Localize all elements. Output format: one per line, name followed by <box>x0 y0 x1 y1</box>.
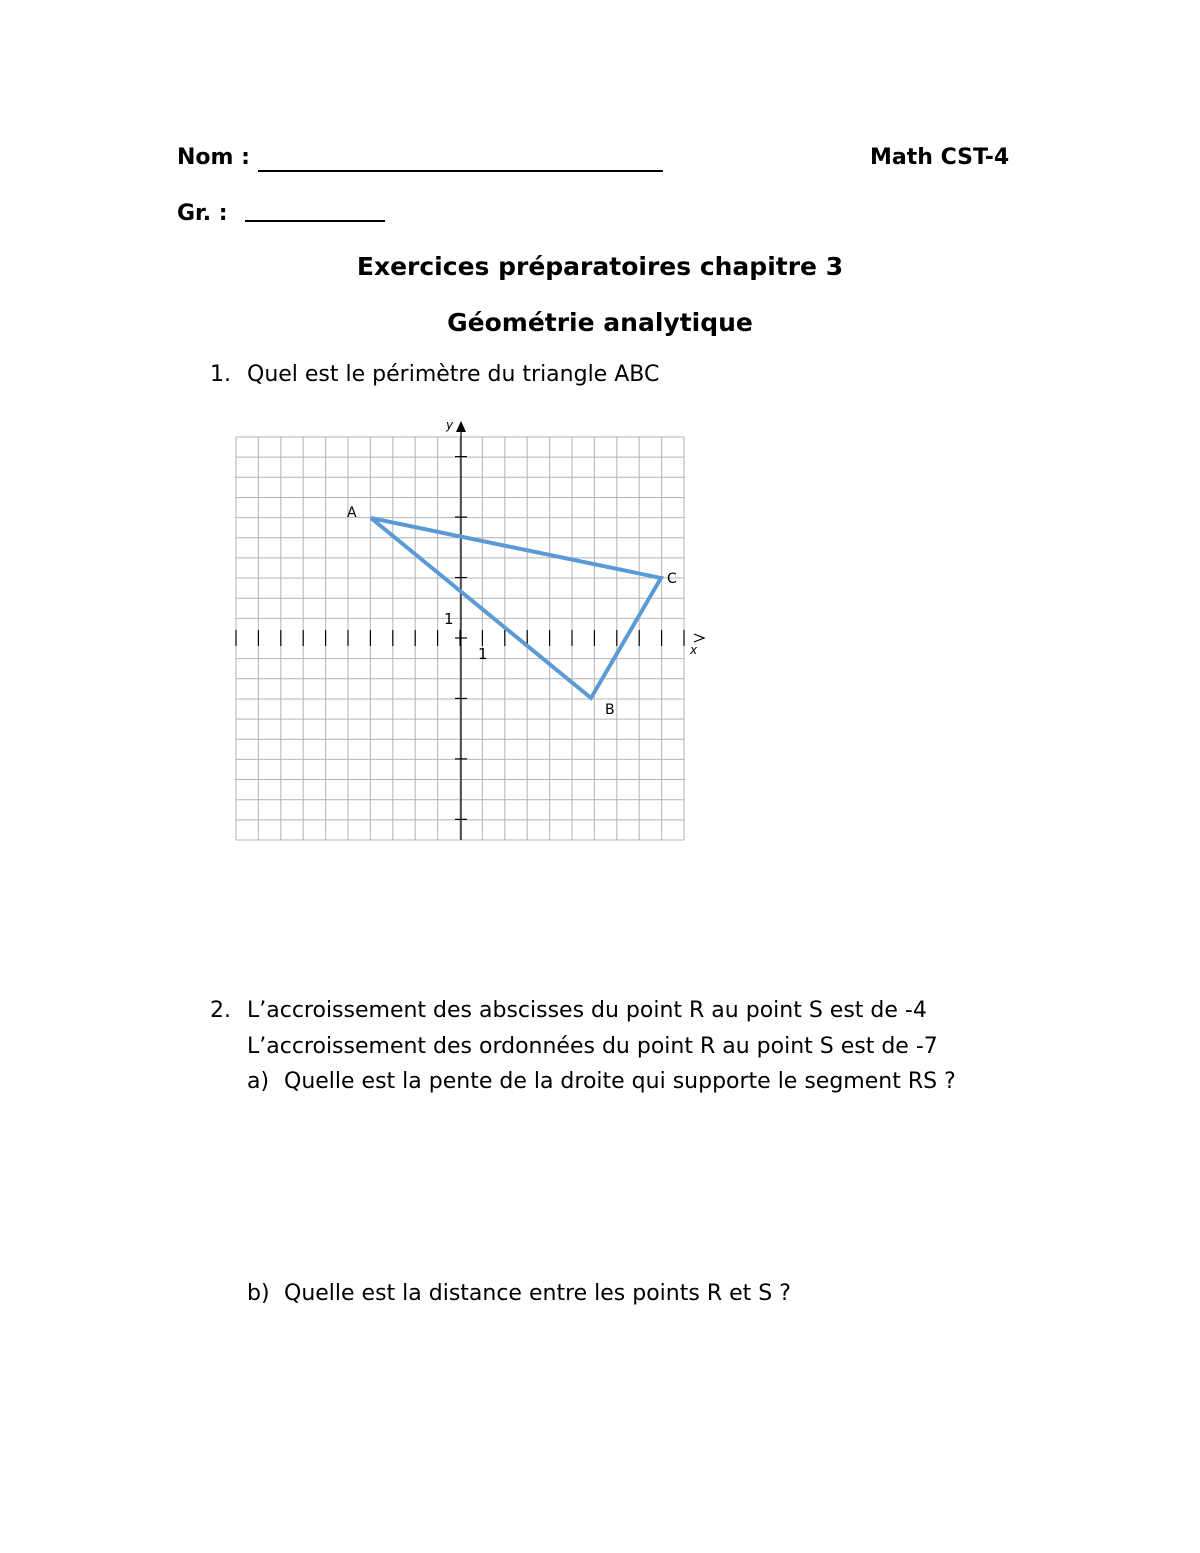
question-2b-text: Quelle est la distance entre les points R et S ? <box>284 1281 791 1306</box>
question-2a-label: a) <box>247 1069 270 1094</box>
y-axis-arrow-icon <box>456 421 466 432</box>
page-title: Exercices préparatoires chapitre 3 <box>356 252 844 281</box>
page-subtitle: Géométrie analytique <box>447 308 753 337</box>
triangle-abc <box>371 518 661 698</box>
group-label: Gr. : <box>177 201 228 226</box>
x-axis-label: x <box>690 643 698 657</box>
group-field[interactable] <box>245 220 385 222</box>
question-2-line-2: L’accroissement des ordonnées du point R au point S est de -7 <box>247 1034 938 1059</box>
unit-y-label: 1 <box>444 610 454 628</box>
unit-x-label: 1 <box>478 645 488 663</box>
question-2a-text: Quelle est la pente de la droite qui supporte le segment RS ? <box>284 1069 956 1094</box>
course-label: Math CST-4 <box>870 145 1010 170</box>
grid <box>236 437 684 840</box>
question-2-line-1: L’accroissement des abscisses du point R au point S est de -4 <box>247 998 927 1023</box>
coordinate-graph <box>220 410 720 850</box>
question-2b-label: b) <box>247 1281 270 1306</box>
question-2-number: 2. <box>210 998 231 1023</box>
axes <box>444 418 704 840</box>
point-a-label: A <box>347 505 357 521</box>
point-c-label: C <box>667 571 677 587</box>
y-axis-label: y <box>446 418 454 432</box>
nom-field[interactable] <box>258 170 663 172</box>
point-b-label: B <box>605 702 615 718</box>
question-1-text: Quel est le périmètre du triangle ABC <box>247 362 660 387</box>
question-1-number: 1. <box>210 362 231 387</box>
nom-label: Nom : <box>177 145 250 170</box>
x-axis-arrow-icon <box>694 634 704 642</box>
